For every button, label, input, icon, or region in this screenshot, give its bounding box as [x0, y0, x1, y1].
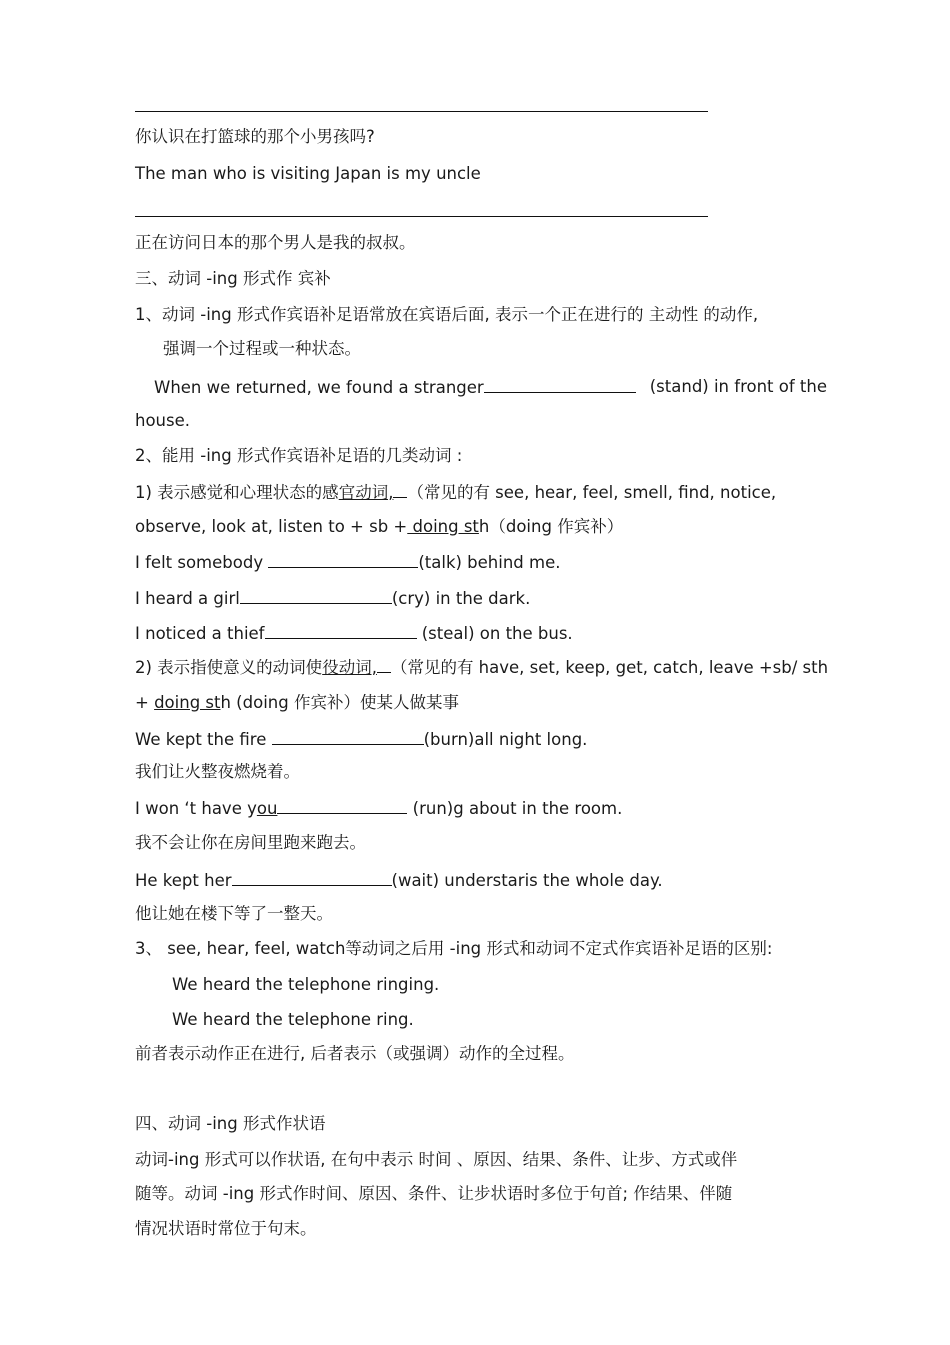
blank-cry[interactable]	[240, 587, 392, 604]
causative-verbs-text: 2) 表示指使意义的动词使	[135, 658, 323, 677]
rule-1-text: 1、动词 -ing 形式作宾语补足语常放在宾语后面, 表示一个正在进行的 主动性 的动作,	[135, 305, 759, 324]
example-ringing: We heard the telephone ringing.	[172, 975, 440, 994]
rule-3-text: 3、 see, hear, feel, watch等动词之后用 -ing 形式和动词不定式作宾语补足语的区别:	[135, 939, 773, 958]
perception-verbs-underlined: 官动词,	[338, 483, 394, 502]
exercise-stand-end: house.	[135, 411, 191, 430]
exercise-steal	[135, 622, 573, 645]
exercise-cry-hint: (cry) in the dark.	[391, 589, 531, 608]
exercise-steal-hint: (steal) on the bus.	[416, 624, 573, 643]
exercise-run-underlined: ou	[256, 799, 278, 818]
causative-pattern-note: h (doing 作宾补）使某人做某事	[220, 693, 459, 712]
adverbial-text-3: 情况状语时常位于句末。	[135, 1219, 317, 1238]
exercise-steal-text: I noticed a thief	[135, 624, 265, 643]
exercise-burn-hint: (burn)all night long.	[423, 730, 588, 749]
blank-steal[interactable]	[265, 622, 417, 639]
rule-1-text-cont: 强调一个过程或一种状态。	[163, 339, 361, 358]
example-ring: We heard the telephone ring.	[172, 1010, 414, 1029]
example-sentence-uncle: The man who is visiting Japan is my uncle	[135, 164, 481, 183]
translation-prompt-boy: 你认识在打篮球的那个小男孩吗?	[135, 127, 375, 146]
exercise-burn	[135, 728, 587, 751]
exercise-talk-text: I felt somebody	[135, 553, 269, 572]
perception-verbs-list: （常见的有 see, hear, feel, smell, find, notice,	[407, 483, 777, 502]
section-heading-4: 四、动词 -ing 形式作状语	[135, 1114, 326, 1133]
blank-burn[interactable]	[272, 728, 424, 745]
rule-2-heading: 2、能用 -ing 形式作宾语补足语的几类动词 :	[135, 446, 463, 465]
exercise-talk-hint: (talk) behind me.	[418, 553, 561, 572]
exercise-wait-hint: (wait) understaris the whole day.	[391, 871, 663, 890]
causative-pattern-plus: +	[135, 693, 155, 712]
pattern-text: observe, look at, listen to + sb +	[135, 517, 408, 536]
exercise-cry	[135, 587, 530, 610]
exercise-run-text: I won ‘t have y	[135, 799, 257, 818]
rule-3-explanation: 前者表示动作正在进行, 后者表示（或强调）动作的全过程。	[135, 1044, 575, 1063]
causative-verbs-list: （常见的有 have, set, keep, get, catch, leave +sb/ sth	[390, 658, 829, 677]
adverbial-text-1: 动词-ing 形式可以作状语, 在句中表示 时间 、原因、结果、条件、让步、方式或伴	[135, 1150, 738, 1169]
blank-run[interactable]	[277, 797, 407, 814]
causative-verbs-line	[135, 656, 828, 679]
answer-rule-2	[135, 216, 708, 217]
causative-verbs-underlined: 役动词,	[322, 658, 377, 677]
translation-wait: 他让她在楼下等了一整天。	[135, 904, 333, 923]
exercise-stand-text: When we returned, we found a stranger	[154, 378, 484, 397]
section-heading-3: 三、动词 -ing 形式作 宾补	[135, 269, 331, 288]
answer-rule-1	[135, 111, 708, 112]
perception-verbs-line	[135, 481, 776, 504]
exercise-stand	[154, 376, 827, 399]
causative-pattern-underlined: doing st	[154, 693, 221, 712]
perception-verbs-text: 1) 表示感觉和心理状态的感	[135, 483, 339, 502]
translation-uncle: 正在访问日本的那个男人是我的叔叔。	[135, 233, 416, 252]
blank-talk[interactable]	[268, 551, 418, 568]
exercise-cry-text: I heard a girl	[135, 589, 240, 608]
causative-pattern	[135, 692, 459, 714]
exercise-burn-text: We kept the fire	[135, 730, 272, 749]
adverbial-text-2: 随等。动词 -ing 形式作时间、原因、条件、让步状语时多位于句首; 作结果、伴随	[135, 1184, 733, 1203]
blank-wait[interactable]	[232, 869, 392, 886]
pattern-underlined: doing st	[407, 517, 479, 536]
pattern-note: h（doing 作宾补）	[478, 517, 624, 536]
blank-stand[interactable]	[484, 376, 636, 393]
exercise-run	[135, 797, 622, 820]
translation-run: 我不会让你在房间里跑来跑去。	[135, 833, 366, 852]
translation-burn: 我们让火整夜燃烧着。	[135, 762, 300, 781]
exercise-wait	[135, 869, 663, 892]
exercise-talk	[135, 551, 561, 574]
perception-verbs-pattern	[135, 516, 623, 538]
exercise-run-hint: (run)g about in the room.	[407, 799, 623, 818]
exercise-wait-text: He kept her	[135, 871, 232, 890]
exercise-stand-hint: (stand) in front of the	[649, 377, 827, 396]
